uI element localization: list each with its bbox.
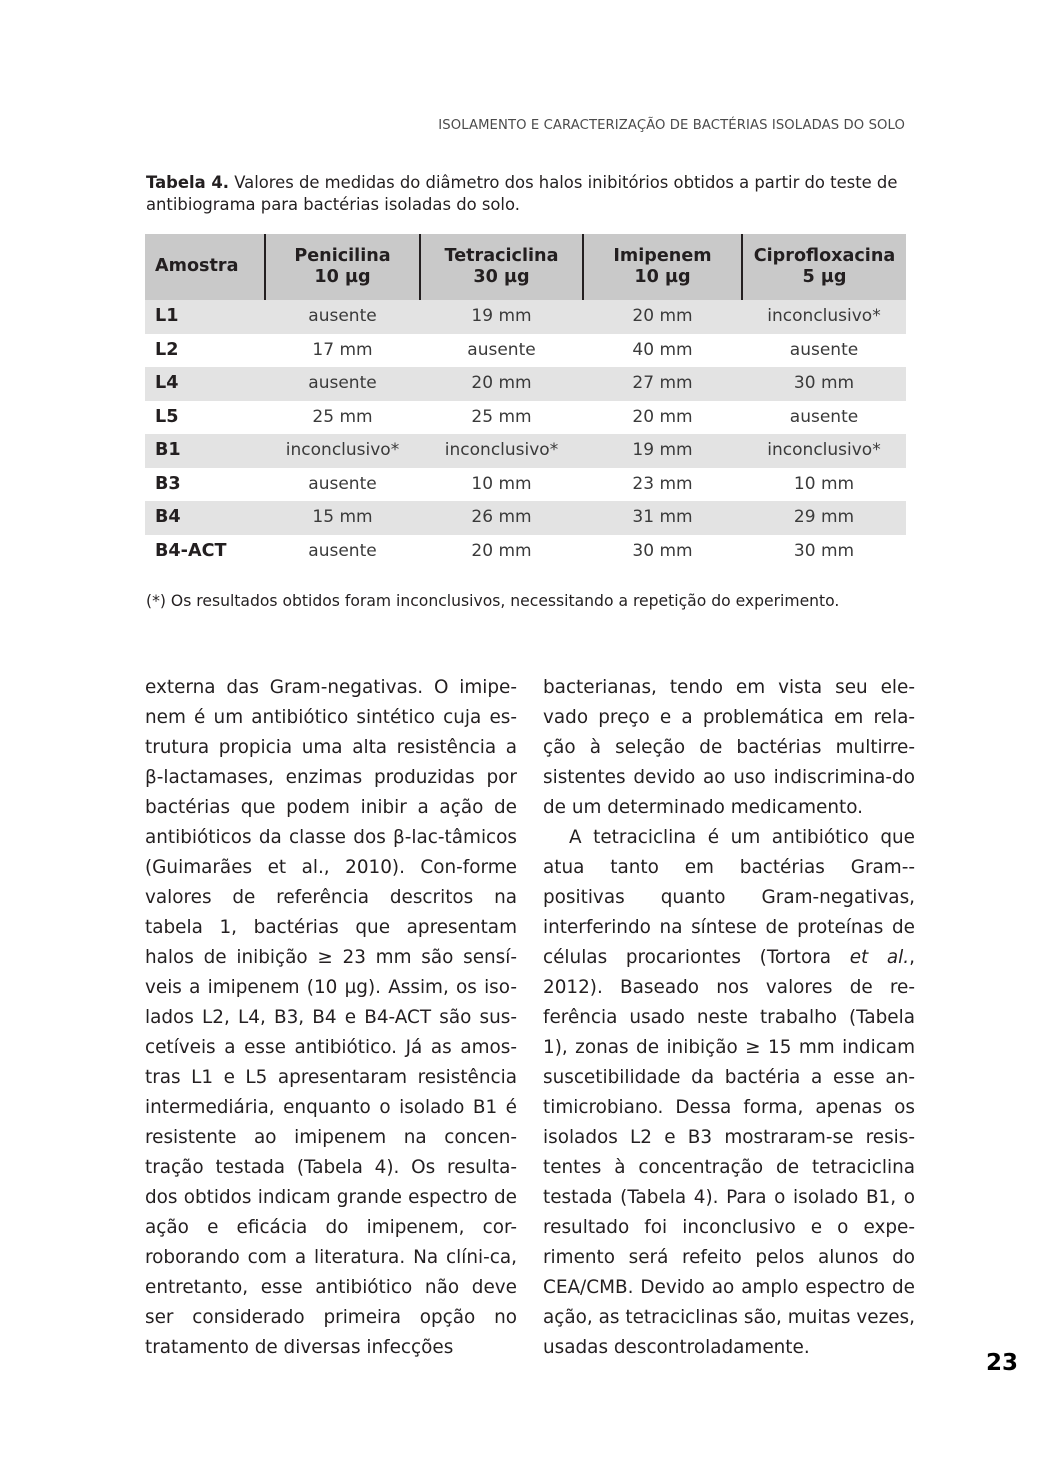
page-number: 23	[985, 1350, 1018, 1376]
column-header-penicilina	[265, 234, 420, 300]
table-row	[145, 401, 906, 435]
cell-penicilina: ausente	[265, 300, 420, 334]
cell-penicilina: 25 mm	[265, 401, 420, 435]
cell-penicilina: 15 mm	[265, 501, 420, 535]
column-header-ciprofloxacina	[742, 234, 906, 300]
cell-ciprofloxacina: inconclusivo*	[742, 434, 906, 468]
cell-ciprofloxacina: 30 mm	[742, 535, 906, 569]
cell-penicilina: ausente	[265, 367, 420, 401]
column-header-amostra-label: Amostra	[155, 256, 239, 277]
column-header-imipenem-dose: 10 µg	[634, 267, 691, 287]
table-row	[145, 300, 906, 334]
cell-ciprofloxacina: 30 mm	[742, 367, 906, 401]
column-header-tetraciclina-dose: 30 µg	[473, 267, 530, 287]
column-header-penicilina-dose: 10 µg	[314, 267, 371, 287]
antibiogram-table	[145, 234, 906, 568]
body-text-segment: , 2012). Baseado nos valores de re-ferência usado neste trabalho (Tabela 1), zonas de inibição ≥ 15 mm indicam suscetibilidade da bactéria a esse an-timicrobiano. Dessa forma, apenas os isolados L2 e B3 mostraram-se resis-tentes à concentração de tetraciclina testada (Tabela 4). Para o isolado B1, o resultado foi inconclusivo e o expe-rimento será refeito pelos alunos do CEA/CMB. Devido ao amplo espectro de ação, as tetraciclinas são, muitas vezes, usadas descontroladamente.	[543, 947, 915, 1358]
cell-sample: L1	[145, 300, 265, 334]
table-caption-label: Tabela 4.	[146, 173, 229, 192]
cell-imipenem: 23 mm	[583, 468, 742, 502]
cell-ciprofloxacina: ausente	[742, 334, 906, 368]
cell-tetraciclina: ausente	[420, 334, 583, 368]
column-header-tetraciclina	[420, 234, 583, 300]
cell-ciprofloxacina: 29 mm	[742, 501, 906, 535]
cell-sample: B4-ACT	[145, 535, 265, 569]
body-text-columns	[145, 673, 925, 1358]
cell-ciprofloxacina: 10 mm	[742, 468, 906, 502]
table-row	[145, 501, 906, 535]
column-header-ciprofloxacina-dose: 5 µg	[802, 267, 847, 287]
cell-sample: B4	[145, 501, 265, 535]
column-header-ciprofloxacina-label: Ciprofloxacina	[753, 245, 896, 266]
cell-penicilina: ausente	[265, 468, 420, 502]
cell-imipenem: 20 mm	[583, 300, 742, 334]
column-header-imipenem-label: Imipenem	[613, 245, 712, 266]
cell-sample: L5	[145, 401, 265, 435]
antibiogram-table-container	[145, 234, 906, 568]
cell-imipenem: 27 mm	[583, 367, 742, 401]
table-header	[145, 234, 906, 300]
cell-sample: B1	[145, 434, 265, 468]
cell-imipenem: 30 mm	[583, 535, 742, 569]
cell-imipenem: 40 mm	[583, 334, 742, 368]
body-paragraph-left: externa das Gram-negativas. O imipe-nem é um antibiótico sintético cuja es-trutura propicia uma alta resistência a β-lactamases, enzimas produzidas por bactérias que podem inibir a ação de antibióticos da classe dos β-lac-tâmicos (Guimarães et al., 2010). Con-forme valores de referência descritos na tabela 1, bactérias que apresentam halos de inibição ≥ 23 mm são sensí-veis a imipenem (10 µg). Assim, os iso-lados L2, L4, B3, B4 e B4-ACT são sus-cetíveis a esse antibiótico. Já as amos-tras L1 e L5 apresentaram resistência intermediária, enquanto o isolado B1 é resistente ao imipenem na concen-tração testada (Tabela 4). Os resulta-dos obtidos indicam grande espectro de ação e eficácia do imipenem, cor-roborando com a literatura. Na clíni-ca, entretanto, esse antibiótico não deve ser considerado primeira opção no tratamento de diversas infecções	[145, 677, 517, 1358]
cell-penicilina: inconclusivo*	[265, 434, 420, 468]
cell-tetraciclina: 10 mm	[420, 468, 583, 502]
cell-ciprofloxacina: inconclusivo*	[742, 300, 906, 334]
cell-tetraciclina: inconclusivo*	[420, 434, 583, 468]
cell-tetraciclina: 25 mm	[420, 401, 583, 435]
cell-sample: L2	[145, 334, 265, 368]
column-header-amostra	[145, 234, 265, 300]
cell-imipenem: 19 mm	[583, 434, 742, 468]
cell-tetraciclina: 19 mm	[420, 300, 583, 334]
cell-imipenem: 31 mm	[583, 501, 742, 535]
table-caption-text: Valores de medidas do diâmetro dos halos inibitórios obtidos a partir do teste de antibiograma para bactérias isoladas do solo.	[146, 173, 898, 214]
body-paragraph-right-2	[543, 823, 915, 1363]
table-caption	[146, 172, 908, 216]
cell-penicilina: 17 mm	[265, 334, 420, 368]
cell-ciprofloxacina: ausente	[742, 401, 906, 435]
cell-sample: B3	[145, 468, 265, 502]
table-row	[145, 468, 906, 502]
running-head: ISOLAMENTO E CARACTERIZAÇÃO DE BACTÉRIAS ISOLADAS DO SOLO	[438, 118, 905, 133]
column-header-penicilina-label: Penicilina	[294, 245, 391, 266]
cell-penicilina: ausente	[265, 535, 420, 569]
column-header-tetraciclina-label: Tetraciclina	[444, 245, 559, 266]
body-paragraph-right-1: bacterianas, tendo em vista seu ele-vado preço e a problemática em rela-ção à seleção de bactérias multirre-sistentes devido ao uso indiscrimina-do de um determinado medicamento.	[543, 677, 915, 818]
cell-tetraciclina: 26 mm	[420, 501, 583, 535]
body-text-segment: A tetraciclina é um antibiótico que atua tanto em bactérias Gram--positivas quanto Gram-negativas, interferindo na síntese de proteínas de células procariontes (Tortora	[543, 827, 915, 968]
cell-tetraciclina: 20 mm	[420, 535, 583, 569]
table-body	[145, 300, 906, 568]
table-row	[145, 367, 906, 401]
cell-sample: L4	[145, 367, 265, 401]
cell-tetraciclina: 20 mm	[420, 367, 583, 401]
citation-italic: et al.	[849, 947, 910, 968]
table-row	[145, 535, 906, 569]
table-header-row	[145, 234, 906, 300]
table-row	[145, 334, 906, 368]
body-column-left	[145, 673, 517, 1363]
body-column-right	[543, 673, 915, 1363]
table-footnote: (*) Os resultados obtidos foram inconclusivos, necessitando a repetição do experimento.	[146, 592, 840, 610]
column-header-imipenem	[583, 234, 742, 300]
table-row	[145, 434, 906, 468]
cell-imipenem: 20 mm	[583, 401, 742, 435]
